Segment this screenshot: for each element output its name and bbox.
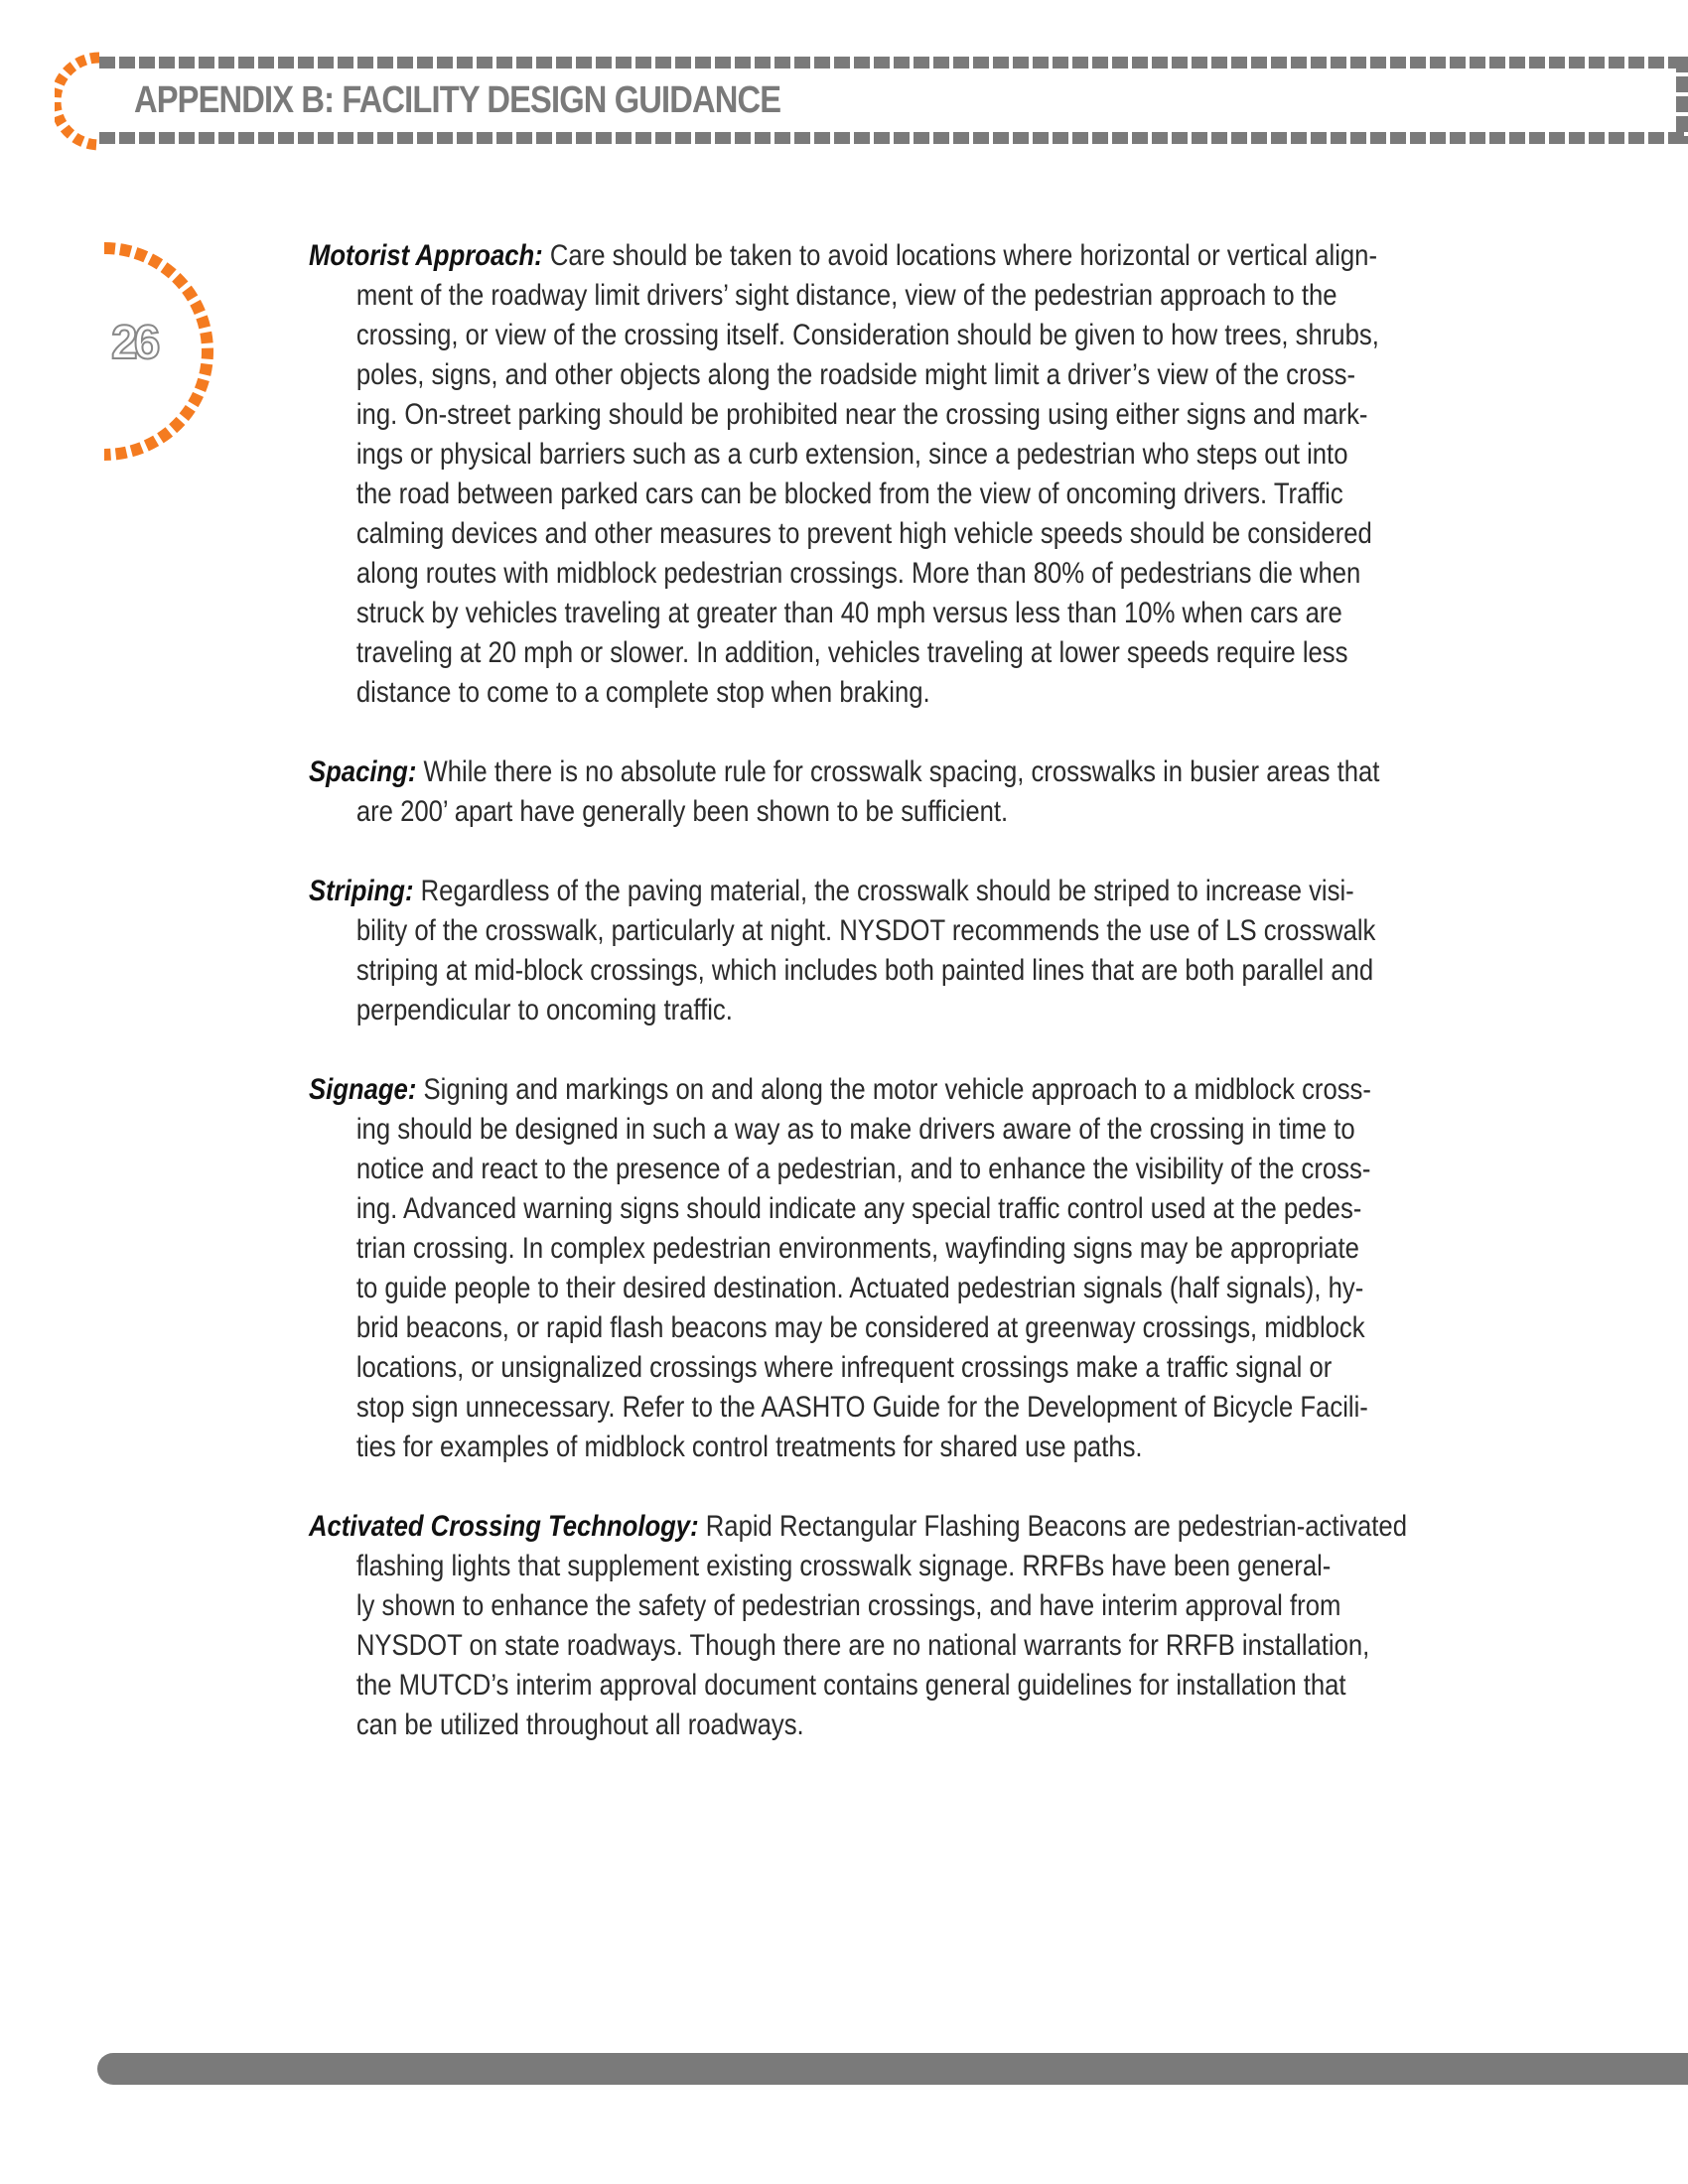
paragraph-text: ment of the roadway limit drivers’ sight distance, view of the pedestrian approach to the bbox=[355, 279, 1337, 312]
text-line bbox=[309, 1229, 1518, 1269]
page-header-title: APPENDIX B: FACILITY DESIGN GUIDANCE bbox=[134, 79, 781, 121]
paragraph-text: striping at mid-block crossings, which includes both painted lines that are both parallel and bbox=[355, 954, 1374, 987]
paragraph-text: flashing lights that supplement existing crosswalk signage. RRFBs have been general- bbox=[355, 1550, 1332, 1582]
paragraph-text: Care should be taken to avoid locations where horizontal or vertical align- bbox=[542, 239, 1378, 272]
text-line bbox=[309, 1269, 1518, 1308]
text-line bbox=[309, 316, 1518, 355]
text-line bbox=[309, 673, 1518, 713]
paragraph-motorist-approach bbox=[309, 236, 1518, 713]
paragraph-activated-crossing-technology bbox=[309, 1507, 1518, 1745]
paragraph-text: the road between parked cars can be blocked from the view of oncoming drivers. Traffic bbox=[355, 478, 1343, 510]
paragraph-text: ing should be designed in such a way as to make drivers aware of the crossing in time to bbox=[355, 1113, 1355, 1146]
text-line bbox=[309, 1666, 1518, 1706]
body-text bbox=[309, 236, 1518, 1785]
paragraph-text: can be utilized throughout all roadways. bbox=[355, 1708, 804, 1741]
paragraph-signage bbox=[309, 1070, 1518, 1467]
text-line bbox=[309, 435, 1518, 475]
paragraph-text: brid beacons, or rapid flash beacons may be considered at greenway crossings, midblock bbox=[355, 1311, 1365, 1344]
paragraph-text: Regardless of the paving material, the crosswalk should be striped to increase visi- bbox=[413, 875, 1354, 907]
paragraph-heading: Striping: bbox=[309, 875, 414, 907]
text-line bbox=[309, 633, 1518, 673]
header-orange-arc-icon bbox=[55, 52, 114, 151]
paragraph-text: along routes with midblock pedestrian crossings. More than 80% of pedestrians die when bbox=[355, 557, 1361, 590]
text-line bbox=[309, 1547, 1518, 1586]
header-bottom-dashed-border bbox=[99, 132, 1688, 144]
text-line bbox=[309, 594, 1518, 633]
text-line bbox=[309, 752, 1518, 792]
paragraph-text: struck by vehicles traveling at greater than 40 mph versus less than 10% when cars are bbox=[355, 597, 1342, 629]
header-top-dashed-border bbox=[99, 57, 1688, 68]
page-number: 26 bbox=[111, 317, 157, 369]
text-line bbox=[309, 395, 1518, 435]
text-line bbox=[309, 1189, 1518, 1229]
text-line bbox=[309, 1706, 1518, 1745]
text-line bbox=[309, 872, 1518, 911]
text-line bbox=[309, 276, 1518, 316]
paragraph-text: locations, or unsignalized crossings where infrequent crossings make a traffic signal or bbox=[355, 1351, 1333, 1384]
paragraph-heading: Motorist Approach: bbox=[309, 239, 543, 272]
text-line bbox=[309, 951, 1518, 991]
header-right-dashed-border bbox=[1676, 57, 1688, 144]
paragraph-text: notice and react to the presence of a pedestrian, and to enhance the visibility of the cross- bbox=[355, 1153, 1371, 1185]
footer-bar bbox=[97, 2053, 1688, 2085]
paragraph-text: are 200’ apart have generally been shown to be sufficient. bbox=[355, 795, 1009, 828]
page-number-orange-arc-icon bbox=[89, 238, 228, 467]
paragraph-text: Rapid Rectangular Flashing Beacons are pedestrian-activated bbox=[698, 1510, 1407, 1543]
paragraph-heading: Signage: bbox=[309, 1073, 417, 1106]
text-line bbox=[309, 792, 1518, 832]
text-line bbox=[309, 1586, 1518, 1626]
text-line bbox=[309, 991, 1518, 1030]
text-line bbox=[309, 1428, 1518, 1467]
text-line bbox=[309, 1110, 1518, 1150]
paragraph-text: ing. Advanced warning signs should indicate any special traffic control used at the pedes- bbox=[355, 1192, 1362, 1225]
text-line bbox=[309, 1388, 1518, 1428]
paragraph-text: calming devices and other measures to prevent high vehicle speeds should be considered bbox=[355, 517, 1372, 550]
text-line bbox=[309, 514, 1518, 554]
paragraph-text: ly shown to enhance the safety of pedestrian crossings, and have interim approval from bbox=[355, 1589, 1341, 1622]
text-line bbox=[309, 1348, 1518, 1388]
text-line bbox=[309, 1150, 1518, 1189]
paragraph-text: stop sign unnecessary. Refer to the AASHTO Guide for the Development of Bicycle Facili- bbox=[355, 1391, 1368, 1424]
paragraph-text: Signing and markings on and along the motor vehicle approach to a midblock cross- bbox=[416, 1073, 1371, 1106]
text-line bbox=[309, 911, 1518, 951]
text-line bbox=[309, 1507, 1518, 1547]
paragraph-heading: Activated Crossing Technology: bbox=[309, 1510, 699, 1543]
text-line bbox=[309, 236, 1518, 276]
paragraph-text: to guide people to their desired destination. Actuated pedestrian signals (half signals), hy- bbox=[355, 1272, 1364, 1304]
paragraph-text: poles, signs, and other objects along the roadside might limit a driver’s view of the cross- bbox=[355, 358, 1356, 391]
paragraph-text: While there is no absolute rule for crosswalk spacing, crosswalks in busier areas that bbox=[416, 755, 1380, 788]
text-line bbox=[309, 475, 1518, 514]
paragraph-text: ing. On-street parking should be prohibited near the crossing using either signs and mark- bbox=[355, 398, 1368, 431]
paragraph-text: the MUTCD’s interim approval document contains general guidelines for installation that bbox=[355, 1669, 1346, 1702]
text-line bbox=[309, 1626, 1518, 1666]
text-line bbox=[309, 1308, 1518, 1348]
text-line bbox=[309, 1070, 1518, 1110]
text-line bbox=[309, 355, 1518, 395]
paragraph-text: ties for examples of midblock control treatments for shared use paths. bbox=[355, 1431, 1143, 1463]
paragraph-text: crossing, or view of the crossing itself. Consideration should be given to how trees, shrubs, bbox=[355, 319, 1379, 351]
paragraph-text: distance to come to a complete stop when braking. bbox=[355, 676, 930, 709]
text-line bbox=[309, 554, 1518, 594]
paragraph-striping bbox=[309, 872, 1518, 1030]
paragraph-text: traveling at 20 mph or slower. In addition, vehicles traveling at lower speeds require less bbox=[355, 636, 1348, 669]
paragraph-spacing bbox=[309, 752, 1518, 832]
paragraph-text: NYSDOT on state roadways. Though there are no national warrants for RRFB installation, bbox=[355, 1629, 1370, 1662]
paragraph-text: perpendicular to oncoming traffic. bbox=[355, 994, 733, 1026]
paragraph-text: trian crossing. In complex pedestrian environments, wayfinding signs may be appropriate bbox=[355, 1232, 1359, 1265]
paragraph-heading: Spacing: bbox=[309, 755, 417, 788]
paragraph-text: bility of the crosswalk, particularly at night. NYSDOT recommends the use of LS crosswalk bbox=[355, 914, 1376, 947]
paragraph-text: ings or physical barriers such as a curb extension, since a pedestrian who steps out into bbox=[355, 438, 1348, 471]
